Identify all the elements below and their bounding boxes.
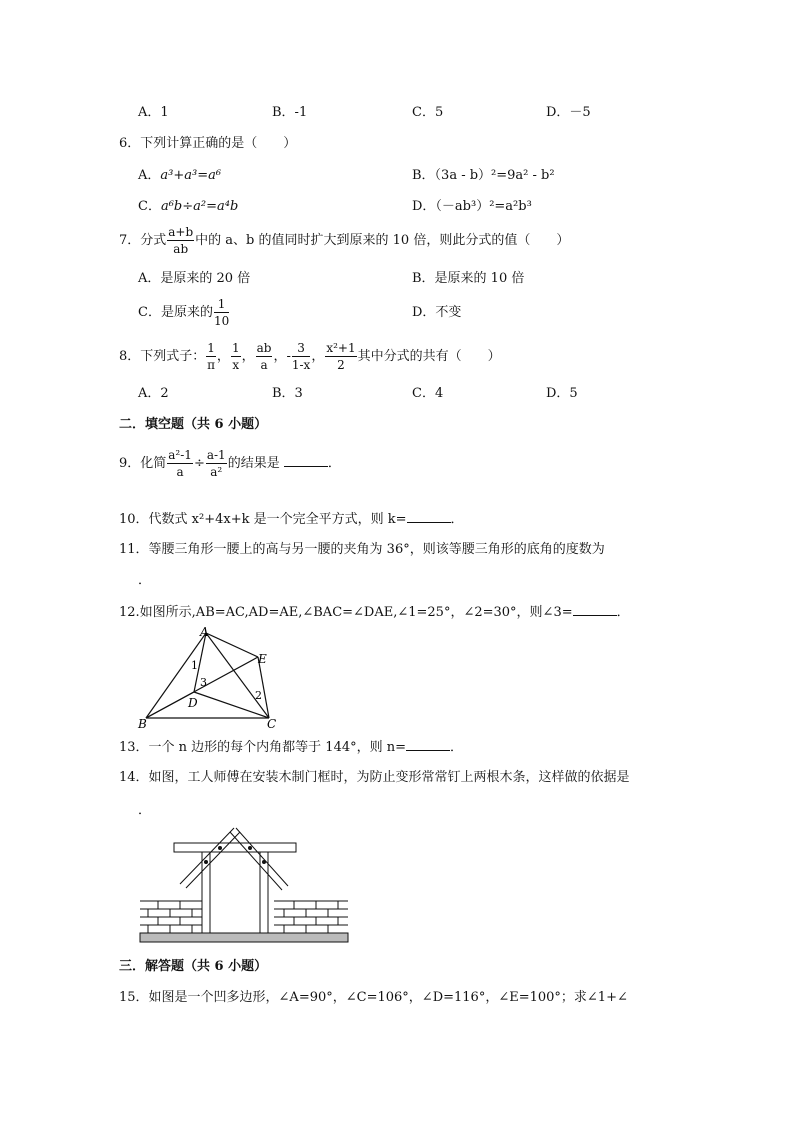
- q5-option-c: C．5: [412, 105, 444, 120]
- q8-option-d: D．5: [546, 386, 578, 401]
- q14-door-frame-figure: [138, 826, 352, 946]
- q7-option-b: B．是原来的 10 倍: [412, 271, 525, 286]
- point-b-label: B: [138, 717, 147, 731]
- q9-answer-blank: [284, 456, 328, 467]
- q7-stem: 7．分式 $\frac{a+b}{ab}$ 中的 a、b 的值同时扩大到原来的 10 倍，则此分式的值（ ）: [119, 225, 570, 256]
- q7-option-d: D．不变: [412, 305, 462, 320]
- q12-answer-blank: [573, 605, 617, 616]
- point-c-label: C: [267, 717, 277, 731]
- q6-option-d: D．（－ab³）²=a²b³: [412, 199, 532, 214]
- section-solve-heading: 三．解答题（共 6 小题）: [119, 959, 268, 974]
- q6-stem: 6．下列计算正确的是（ ）: [119, 136, 297, 151]
- q5-option-a: A．1: [138, 105, 169, 120]
- q10-stem: 10．代数式 x²+4x+k 是一个完全平方式，则 k= ．: [119, 512, 464, 527]
- q11-stem: 11．等腰三角形一腰上的高与另一腰的夹角为 36°，则该等腰三角形的底角的度数为: [119, 542, 605, 557]
- q7-option-c: C．是原来的 $\frac{1}{10}$: [138, 297, 230, 328]
- q6-option-c: C．a⁶b÷a²=a⁴b: [138, 199, 239, 214]
- q14-stem: 14．如图，工人师傅在安装木制门框时，为防止变形常常钉上两根木条，这样做的依据是: [119, 770, 630, 785]
- q10-answer-blank: [407, 512, 451, 523]
- point-d-label: D: [188, 696, 198, 710]
- q8-option-c: C．4: [412, 386, 444, 401]
- q13-answer-blank: [406, 740, 450, 751]
- q8-stem: 8．下列式子： $\frac{1}{\pi}$ ， $\frac{1}{x}$ ， $\frac{ab}{a}$ ，- $\frac{3}{1-x}$ ， $\frac{\text{x²+1}}{2}$ 其中分式的共有（ ）: [119, 341, 501, 372]
- q15-stem: 15．如图是一个凹多边形，∠A=90°，∠C=106°，∠D=116°，∠E=100°；求∠1+∠: [119, 990, 628, 1005]
- q5-option-d: D．－5: [546, 105, 591, 120]
- angle-1-label: 1: [191, 659, 198, 672]
- q7-option-a: A．是原来的 20 倍: [138, 271, 251, 286]
- q8-option-a: A．2: [138, 386, 169, 401]
- angle-3-label: 3: [200, 676, 207, 689]
- q8-option-b: B．3: [272, 386, 303, 401]
- q14-end: ．: [138, 803, 152, 818]
- q9-stem: 9．化简 $\frac{\text{a²-1}}{a}$ ÷ $\frac{a-1}{\text{a²}}$ 的结果是 ．: [119, 448, 341, 479]
- q6-option-a: A．a³+a³=a⁶: [138, 168, 222, 183]
- q7-fraction: $\frac{a+b}{ab}$: [168, 225, 194, 256]
- q13-stem: 13．一个 n 边形的每个内角都等于 144°，则 n= ．: [119, 740, 464, 755]
- q12-stem: 12.如图所示,AB=AC,AD=AE,∠BAC=∠DAE,∠1=25°，∠2=30°，则∠3= ．: [119, 605, 630, 620]
- point-e-label: E: [258, 652, 267, 666]
- q11-end: ．: [138, 573, 152, 588]
- q6-option-b: B．（3a - b）²=9a² - b²: [412, 168, 555, 183]
- point-a-label: A: [200, 625, 209, 639]
- section-fill-in-heading: 二．填空题（共 6 小题）: [119, 417, 268, 432]
- angle-2-label: 2: [255, 689, 262, 702]
- q12-triangle-figure: [134, 624, 284, 732]
- q5-option-b: B．-1: [272, 105, 308, 120]
